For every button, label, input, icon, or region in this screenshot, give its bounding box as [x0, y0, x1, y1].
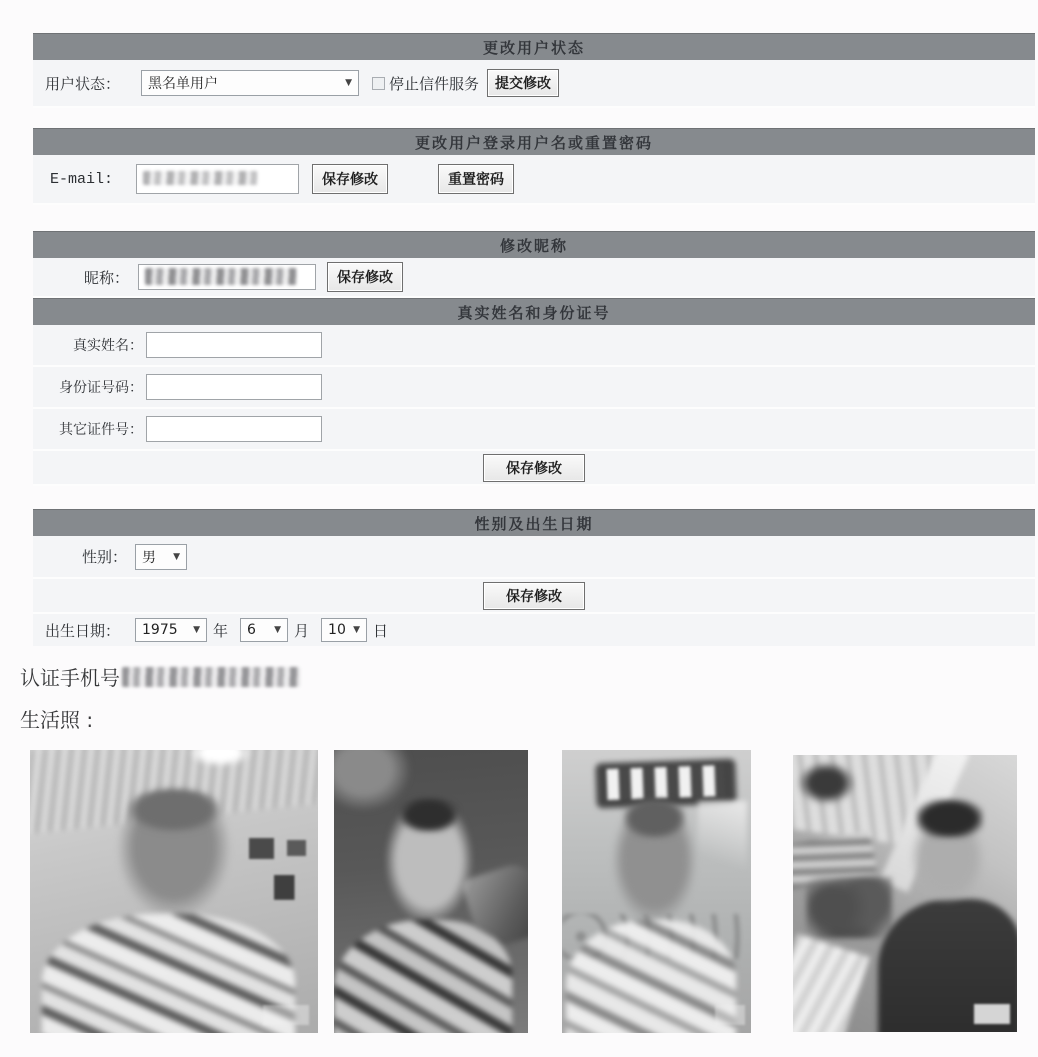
real-name-label: 真实姓名： [73, 338, 143, 354]
life-photos-label: 生活照 : [20, 708, 94, 732]
photo4-striped-surface [793, 934, 869, 1032]
life-photo-1 [30, 750, 318, 1033]
birth-day-select[interactable] [321, 618, 367, 642]
user-status-label: 用户状态： [45, 74, 121, 93]
birth-month-value: 6 [247, 622, 256, 638]
email-input-wrap [136, 164, 299, 194]
photo1-plaid-shirt [42, 914, 295, 1033]
save-gender-button[interactable]: 保存修改 [483, 582, 585, 610]
other-cert-label: 其它证件号： [59, 422, 143, 438]
birth-month-select[interactable] [240, 618, 288, 642]
section-user-status [33, 33, 1035, 108]
section-gender-birth [33, 509, 1035, 646]
month-suffix-label: 月 [294, 621, 310, 640]
gender-select-value: 男 [142, 549, 156, 566]
section-gender-birth-title: 性别及出生日期 [33, 509, 1035, 536]
identity-save-row [33, 451, 1035, 486]
section-login-title: 更改用户登录用户名或重置密码 [33, 128, 1035, 155]
photo4-watermark [974, 1004, 1010, 1023]
gender-save-row [33, 579, 1035, 614]
phone-redaction-smudge [122, 667, 300, 687]
birth-date-row [33, 614, 1035, 646]
nickname-redaction-smudge [145, 268, 297, 285]
birth-day-value: 10 [328, 622, 346, 638]
gender-select[interactable] [135, 544, 187, 570]
gender-label: 性别： [82, 548, 128, 566]
birth-date-label: 出生日期： [45, 621, 121, 640]
gender-row [33, 536, 1035, 579]
chevron-down-icon: ▼ [345, 78, 352, 88]
chevron-down-icon: ▼ [193, 625, 200, 635]
photo3-sign-lights [607, 765, 725, 800]
real-name-row [33, 325, 1035, 367]
photo3-hair [624, 798, 684, 838]
nickname-row [33, 258, 1035, 298]
life-photo-3 [562, 750, 751, 1033]
photo3-watermark [715, 1005, 745, 1025]
photo1-hair [128, 787, 220, 832]
user-status-select-value: 黑名单用户 [148, 76, 218, 92]
life-photo-4 [793, 755, 1017, 1032]
section-identity-title: 真实姓名和身份证号 [33, 298, 1035, 325]
birth-year-value: 1975 [142, 622, 178, 638]
id-number-input[interactable] [146, 374, 322, 400]
email-label: E-mail: [50, 170, 114, 188]
chevron-down-icon: ▼ [173, 551, 180, 562]
user-status-row [33, 60, 1035, 108]
id-number-label: 身份证号码： [59, 380, 143, 396]
life-photos-line [20, 704, 1038, 733]
id-number-row [33, 367, 1035, 409]
photo2-plaid-shirt [334, 920, 512, 1033]
email-row [33, 155, 1035, 205]
nickname-label: 昵称： [84, 268, 130, 287]
photo4-plants [806, 877, 891, 938]
day-suffix-label: 日 [373, 621, 389, 640]
photo3-beam [698, 801, 747, 886]
section-login [33, 128, 1035, 205]
reset-password-button[interactable]: 重置密码 [438, 164, 514, 194]
chevron-down-icon: ▼ [274, 625, 282, 635]
photo2-hair [400, 798, 458, 832]
verified-phone-line [20, 662, 1038, 691]
birth-year-select[interactable] [135, 618, 207, 642]
photo4-hair [916, 799, 983, 838]
chevron-down-icon: ▼ [353, 625, 361, 635]
section-nickname-title: 修改昵称 [33, 231, 1035, 258]
verified-phone-label: 认证手机号 [20, 666, 120, 690]
life-photo-2 [334, 750, 528, 1033]
section-nickname-identity [33, 231, 1035, 486]
life-photos-strip [30, 750, 1038, 1033]
section-user-status-title: 更改用户状态 [33, 33, 1035, 60]
user-status-select[interactable] [141, 70, 359, 96]
photo1-light [188, 750, 251, 767]
photo4-hanging-object [797, 761, 855, 805]
admin-user-edit-page [0, 33, 1038, 1057]
save-identity-button[interactable]: 保存修改 [483, 454, 585, 482]
real-name-input[interactable] [146, 332, 322, 358]
stop-mail-checkbox[interactable] [372, 77, 385, 90]
stop-mail-label: 停止信件服务 [389, 74, 480, 93]
photo3-plaid-shirt [566, 920, 736, 1033]
nickname-input-wrap [138, 264, 316, 290]
photo1-wall-frames [249, 838, 307, 900]
save-nickname-button[interactable]: 保存修改 [327, 262, 403, 292]
year-suffix-label: 年 [213, 621, 229, 640]
submit-change-button[interactable]: 提交修改 [487, 69, 559, 97]
save-email-button[interactable]: 保存修改 [312, 164, 388, 194]
other-cert-input[interactable] [146, 416, 322, 442]
photo1-watermark [263, 1005, 309, 1025]
email-redaction-smudge [143, 171, 258, 185]
other-cert-row [33, 409, 1035, 451]
